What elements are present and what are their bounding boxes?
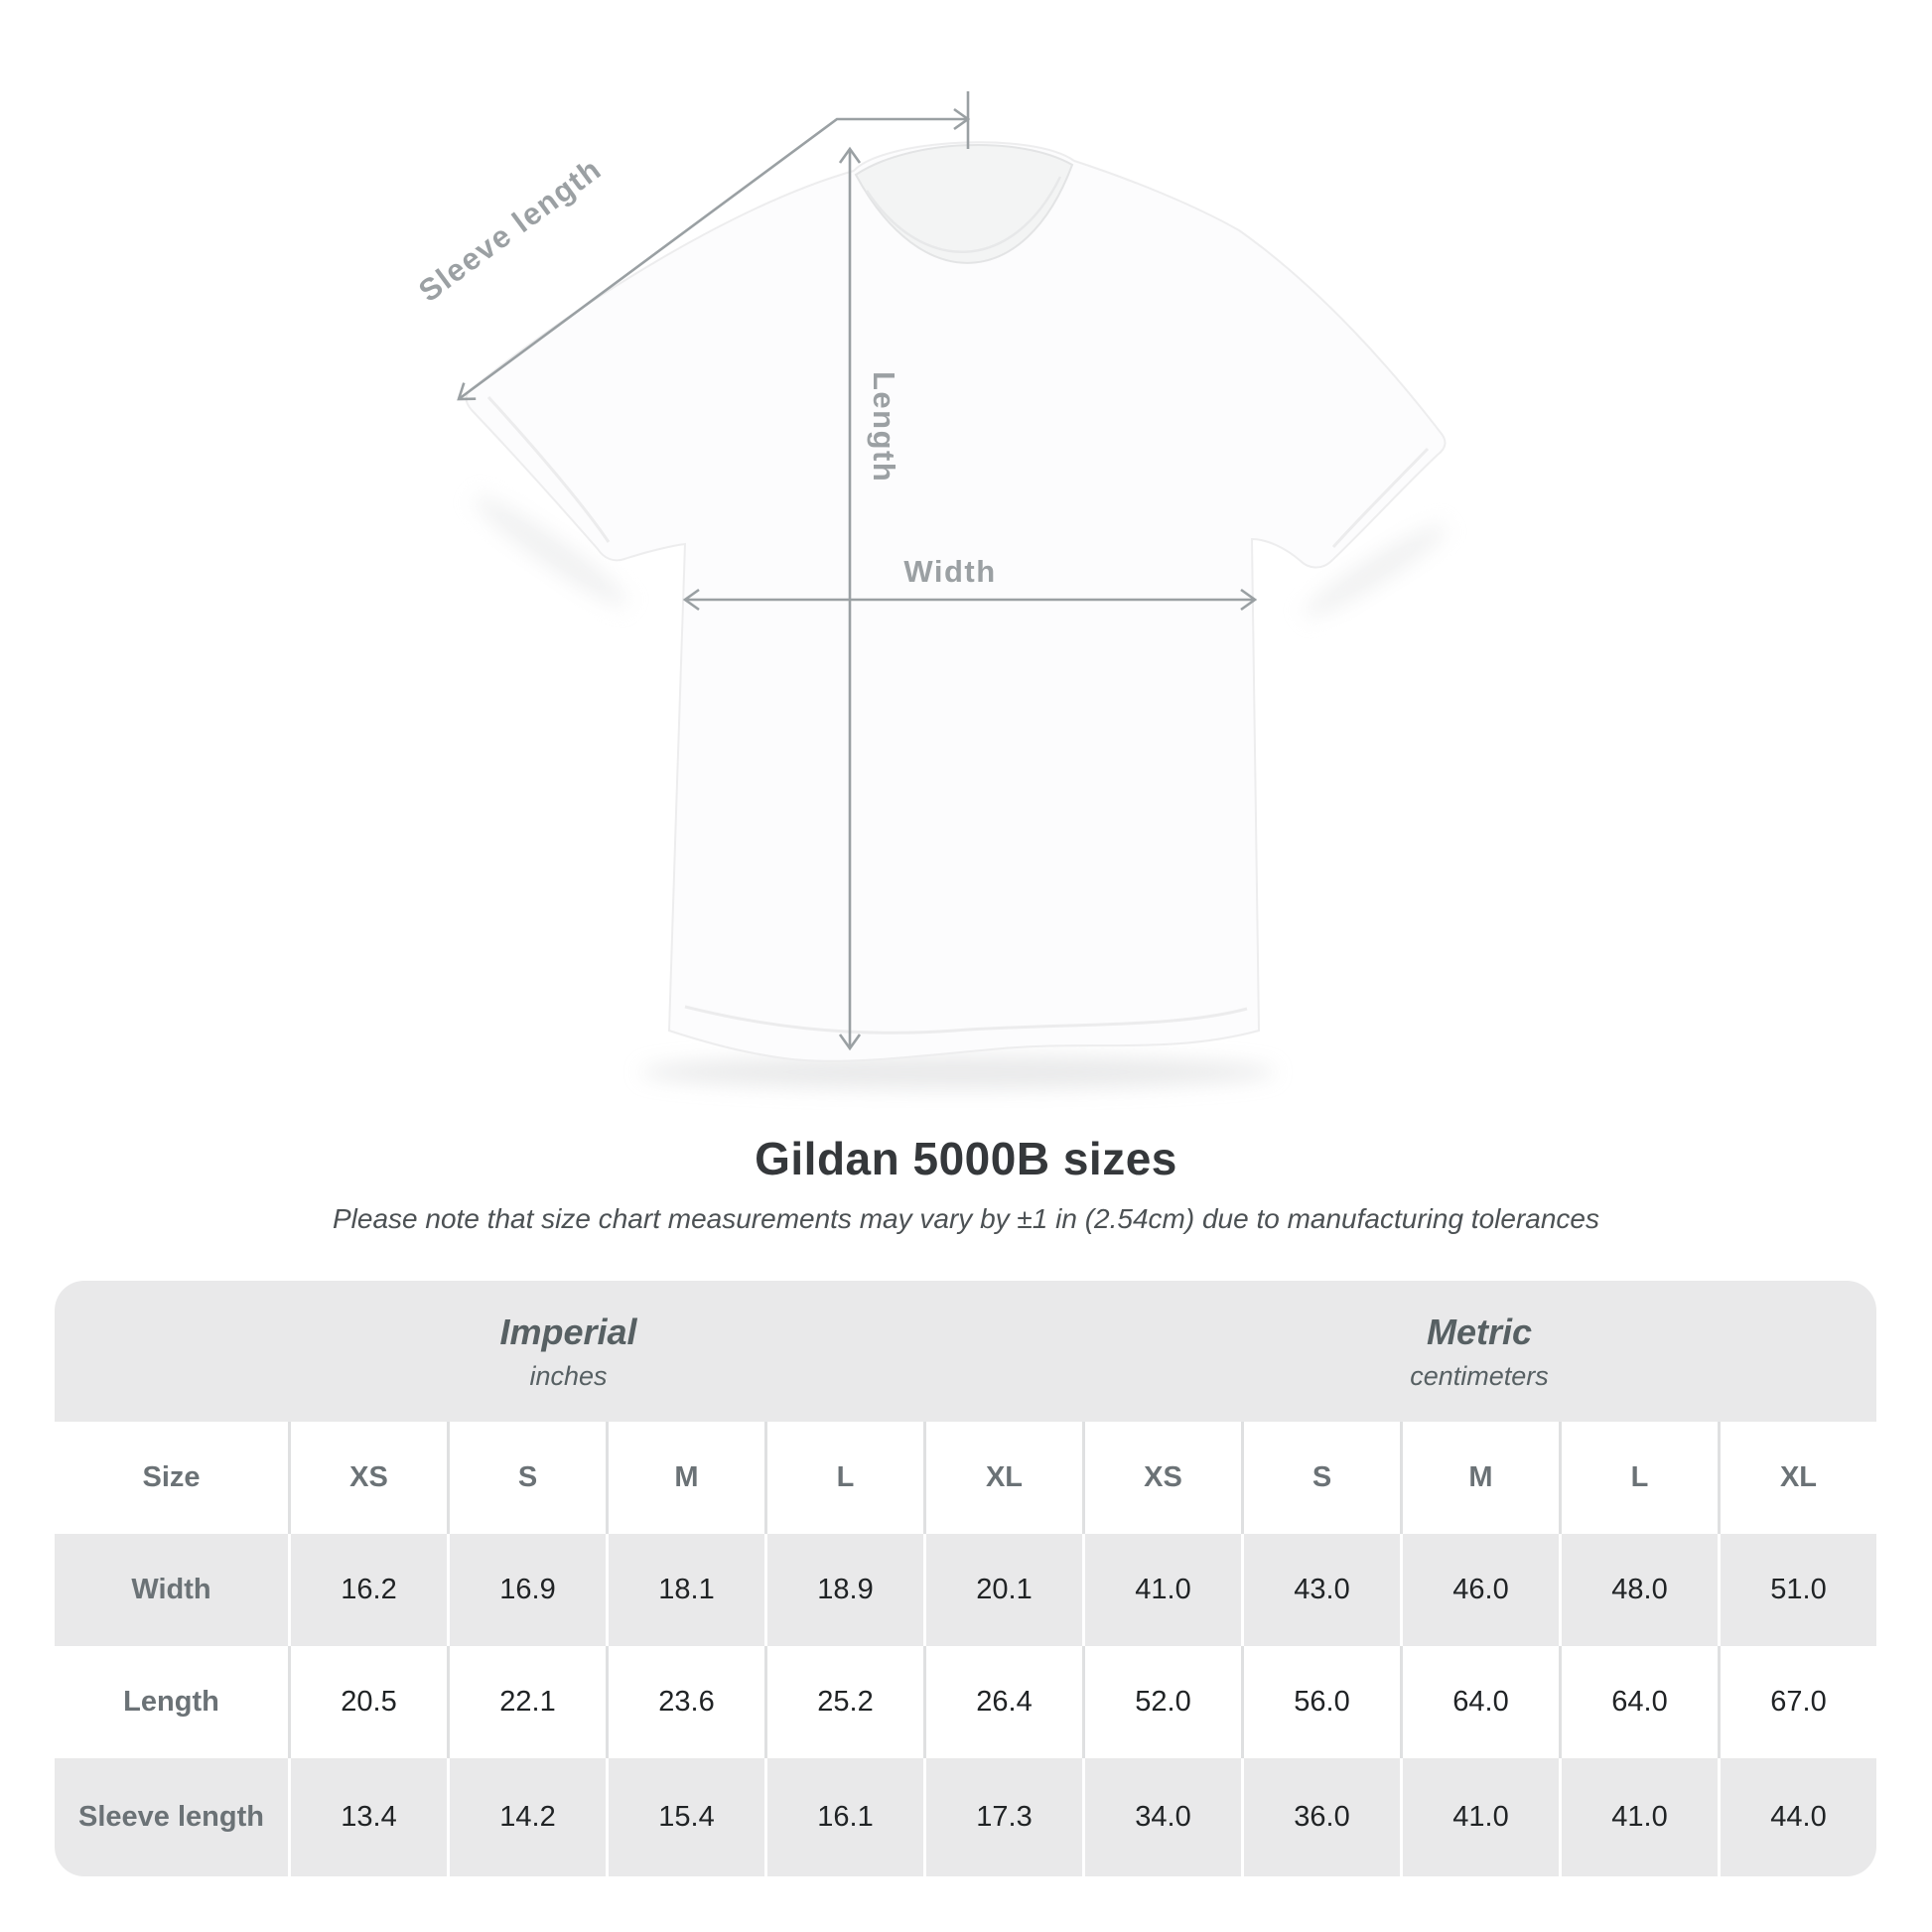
table-cell: 15.4 [606,1758,764,1876]
metric-size-header: XS [1082,1422,1241,1534]
table-row-width [55,1534,1876,1646]
table-cell: 44.0 [1718,1758,1876,1876]
imperial-size-header: L [764,1422,923,1534]
table-cell: 51.0 [1718,1534,1876,1646]
table-cell: 43.0 [1241,1534,1400,1646]
imperial-title: Imperial [499,1311,637,1352]
imperial-section-header [55,1281,1082,1422]
imperial-size-header: S [447,1422,606,1534]
row-label: Width [55,1534,288,1646]
metric-size-header: M [1400,1422,1559,1534]
table-cell: 41.0 [1400,1758,1559,1876]
table-cell: 23.6 [606,1646,764,1758]
table-cell: 52.0 [1082,1646,1241,1758]
metric-size-header: S [1241,1422,1400,1534]
table-cell: 20.5 [288,1646,447,1758]
imperial-size-header: XS [288,1422,447,1534]
page-subtitle: Please note that size chart measurements may vary by ±1 in (2.54cm) due to manufacturing tolerances [333,1203,1599,1234]
metric-size-header: XL [1718,1422,1876,1534]
table-cell: 25.2 [764,1646,923,1758]
table-cell: 41.0 [1082,1534,1241,1646]
sleeve-length-label: Sleeve length [412,151,609,309]
length-label: Length [867,371,901,483]
row-label: Length [55,1646,288,1758]
metric-size-header: L [1559,1422,1718,1534]
table-cell: 17.3 [923,1758,1082,1876]
row-label: Sleeve length [55,1758,288,1876]
metric-title: Metric [1426,1311,1533,1352]
unit-band [55,1281,1876,1422]
table-cell: 41.0 [1559,1758,1718,1876]
table-cell: 16.1 [764,1758,923,1876]
table-cell: 48.0 [1559,1534,1718,1646]
table-cell: 14.2 [447,1758,606,1876]
size-table [55,1281,1876,1876]
page-title: Gildan 5000B sizes [755,1133,1177,1184]
table-cell: 26.4 [923,1646,1082,1758]
table-cell: 20.1 [923,1534,1082,1646]
table-cell: 36.0 [1241,1758,1400,1876]
table-cell: 22.1 [447,1646,606,1758]
metric-unit: centimeters [1410,1360,1549,1391]
imperial-size-header: XL [923,1422,1082,1534]
table-cell: 18.1 [606,1534,764,1646]
table-cell: 64.0 [1400,1646,1559,1758]
imperial-size-header: M [606,1422,764,1534]
table-cell: 56.0 [1241,1646,1400,1758]
table-row-length [55,1646,1876,1758]
table-cell: 13.4 [288,1758,447,1876]
table-cell: 16.2 [288,1534,447,1646]
table-cell: 64.0 [1559,1646,1718,1758]
metric-section-header [1082,1281,1876,1422]
table-row-sizes [55,1422,1876,1534]
table-row-sleeve-length [55,1758,1876,1876]
table-cell: 18.9 [764,1534,923,1646]
size-column-header: Size [55,1422,288,1534]
table-cell: 16.9 [447,1534,606,1646]
table-cell: 34.0 [1082,1758,1241,1876]
imperial-unit: inches [529,1360,608,1391]
table-cell: 67.0 [1718,1646,1876,1758]
width-label: Width [903,554,997,589]
table-cell: 46.0 [1400,1534,1559,1646]
